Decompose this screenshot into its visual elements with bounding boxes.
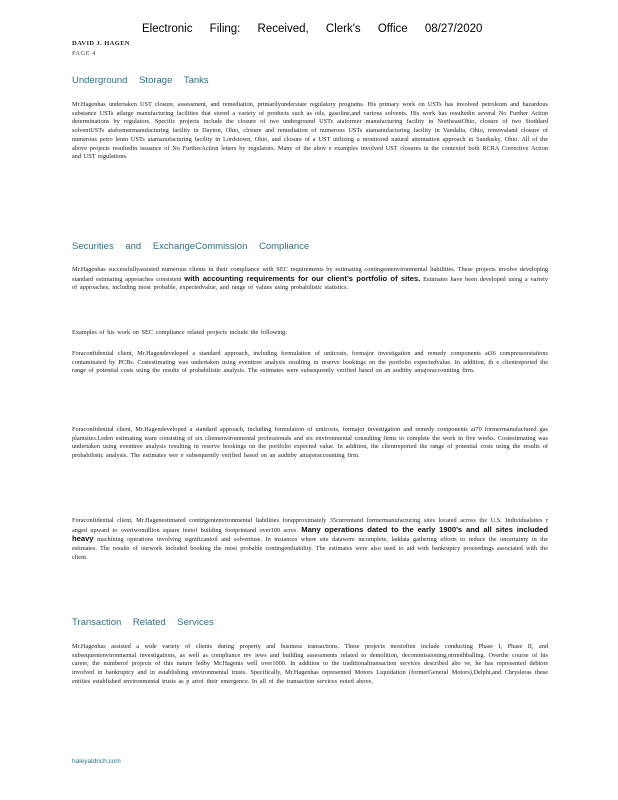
sec-paragraph-4: Foraconfidential client, Mr.Hagendeveloped a standard approach, including formulation of unitcosts, formajor investigation and remedy components at70 formermanufactured gas plantsites.Leden estimating team consisting of six clientenvironmental professionals and six environmental consulting firms to complete the work in five weeks. Costestimating was undertaken using eventtree analysis resulting in reserve bookings on the portfolio expected value. In addition, the clientreported the range of potential costs using the results of probabilistic analysis. The estimates wer e subsequently verified based on an auditby amajoraccounting firm. — [72, 426, 548, 460]
sec-paragraph-1-emphasis: with accounting requirements for our client’s portfolio of sites. — [184, 273, 421, 283]
sec-paragraph-1-text-a: Mr.Hagenhas successfullyassisted numerous clients in their compliance with SEC requirements by estimating contingentenvironmental liabilities. These projects involve developing standard estimating approaches consistent — [72, 266, 548, 283]
sec-paragraph-1-text-b: Estimates have been developed using a variety of approaches, including most probable, expectedvalue, and range of values using probabilistic statistics. — [72, 275, 549, 292]
section-heading-ust: Underground Storage Tanks — [72, 75, 209, 86]
sec-paragraph-5 — [72, 517, 548, 563]
sec-paragraph-3: Foraconfidential client, Mr.Hagendeveloped a standard approach, including formulation of unitcosts, formajor investigation and remedy components at36 compressorstations contaminated by PCBs. Costestimating was undertaken using eventtree analysis resulting in reserve bookings on the portfolio expectedvalue. In addition, th e clientreported the range of potential costs using the results of probabilistic analysis. The estimates were subsequently verified based on an auditby amajoraccounting firm. — [72, 350, 548, 375]
author-name: DAVID J. HAGEN — [72, 40, 131, 47]
sec-paragraph-2: Examples of his work on SEC compliance related projects include the following: — [72, 329, 288, 336]
section-heading-sec: Securities and ExchangeCommission Compliance — [72, 241, 310, 252]
page-number: PAGE 4 — [72, 50, 96, 57]
sec-paragraph-5-text-a: Foraconfidential client, Mr.Hagenestimated contingentenvironmental liabilities forapproximately 35currentand formermanufacturing sites located across the U.S. Individualsites r anged upward to overtwomillion square feetof building footprintand over100 acres. — [72, 517, 548, 534]
transactions-paragraph: Mr.Hagenhas assisted a wide variety of clients during property and business transactions. These projects mostoften include conducting Phase I, Phase II, and subsequentenvironmental investigations, as well as compliance rev iews and building assessments related to demolition, decommissioning,ormothballing. Overthe course of his career, the numberof projects of this nature ledby Mr.Hagenis well over1000. In addition to the traditionaltransaction services described abo ve, he has represented debtors involved in bankruptcy and in establishing environmental trusts. Specifically, Mr.Hagenhas represented Motors Liquidation (formerGeneral Motors),Delphi,and Chrysleras these entities established environmental trusts as p artof their emergence. In all of the transaction services noted above, — [72, 643, 548, 685]
sec-paragraph-5-text-b: machining operations involving significantoil and solventuse. In instances where site datawere incomplete, laddata gathering efforts to reduce the uncertainty in the estimates. The results of ourwork included booking the most probable contingentliability. The estimates were also used to aid with bankruptcy proceedings associated with the client. — [72, 536, 548, 561]
ust-paragraph: Mr.Hagenhas undertaken UST closure, assessment, and remediation, primarilyunderstate regulatory programs. His primary work on USTs has involved petroleum and hazardous substance USTs atlarge manufacturing facilities that stored a variety of products such as oils, gasoline,and various solvents. His work has resultedin several No Further Action determinations by regulators. Specific projects include the closure of two underground USTs ataformer manufacturing facility in NortheastOhio, closure of two Stoddard solventUSTs ataformermanufacturing facility in Dayton, Ohio, closure and remediation of numerous USTs atamanufacturing facility in Vandalia, Ohio, removaland closure of numerous petro leum USTs atamanufacturing facility in Lordstown, Ohio, and closure of a UST utilizing a monitored natural attenuation approach in Sandusky, Ohio. All of the above projects resultedin issuance of No FurtherAction letters by regulators. Many of the abov e examples involved UST closures in the contextof both RCRA Corrective Action and UST regulations. — [72, 101, 548, 161]
section-heading-transactions: Transaction Related Services — [72, 617, 214, 628]
filing-stamp: Electronic Filing: Received, Clerk's Office 08/27/2020 — [142, 23, 483, 35]
sec-paragraph-1 — [72, 266, 548, 293]
footer-website: haleyaldrich.com — [72, 758, 121, 765]
sec-paragraph-5-emphasis: Many operations dated to the early 1900’s and all sites included heavy — [72, 524, 549, 544]
